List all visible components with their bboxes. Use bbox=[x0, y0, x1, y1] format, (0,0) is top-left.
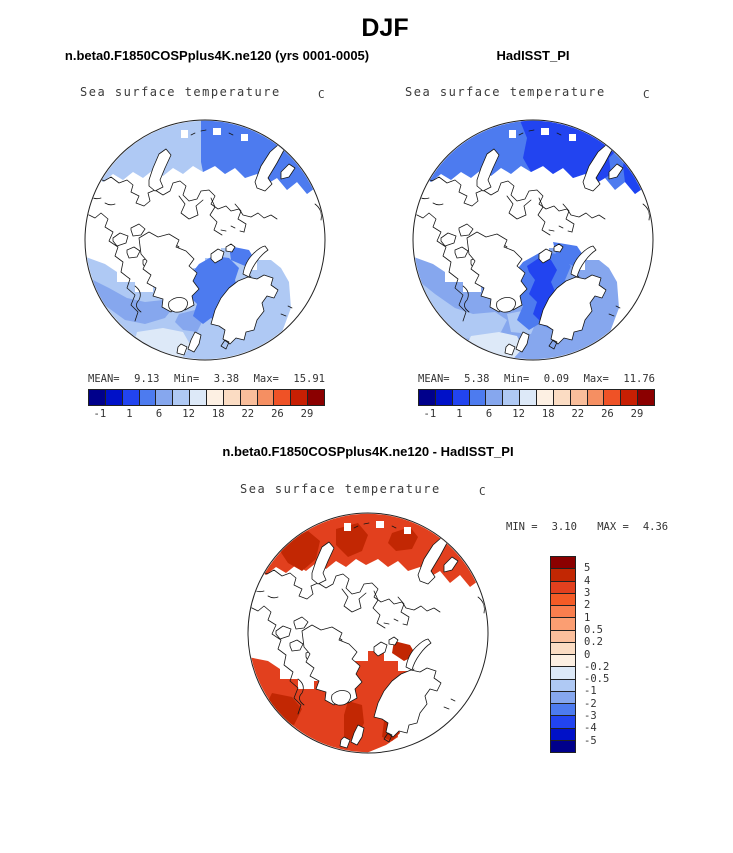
colorbar-tick-label: 1 bbox=[126, 408, 133, 420]
colorbar-segment bbox=[551, 715, 575, 727]
model-colorbar bbox=[88, 389, 325, 406]
colorbar-tick-label: -5 bbox=[584, 734, 597, 747]
obs-units: C bbox=[643, 88, 650, 101]
model-field-title: Sea surface temperature bbox=[80, 85, 281, 99]
colorbar-segment bbox=[551, 605, 575, 617]
colorbar-segment bbox=[519, 390, 536, 405]
colorbar-segment bbox=[551, 581, 575, 593]
obs-field-title: Sea surface temperature bbox=[405, 85, 606, 99]
colorbar-segment bbox=[105, 390, 122, 405]
model-units: C bbox=[318, 88, 325, 101]
model-stats: MEAN= 9.13 Min= 3.38 Max= 15.91 bbox=[88, 373, 325, 385]
colorbar-tick-label: 1 bbox=[456, 408, 463, 420]
colorbar-tick-label: -2 bbox=[584, 697, 597, 710]
colorbar-segment bbox=[551, 654, 575, 666]
colorbar-segment bbox=[257, 390, 274, 405]
colorbar-segment bbox=[502, 390, 519, 405]
colorbar-tick-label: 26 bbox=[271, 408, 284, 420]
model-case-title: n.beta0.F1850COSPplus4K.ne120 (yrs 0001-0005) bbox=[64, 48, 370, 63]
colorbar-segment bbox=[155, 390, 172, 405]
colorbar-tick-label: 18 bbox=[211, 408, 225, 420]
colorbar-segment bbox=[435, 390, 452, 405]
colorbar-tick-label: -0.2 bbox=[584, 660, 610, 673]
colorbar-segment bbox=[551, 703, 575, 715]
colorbar-segment bbox=[223, 390, 240, 405]
obs-colorbar-labels bbox=[418, 408, 655, 422]
colorbar-segment bbox=[307, 390, 324, 405]
colorbar-segment bbox=[551, 593, 575, 605]
colorbar-tick-label: 4 bbox=[584, 574, 591, 587]
colorbar-segment bbox=[89, 390, 105, 405]
diff-colorbar bbox=[550, 556, 576, 753]
colorbar-tick-label: -0.5 bbox=[584, 673, 610, 686]
diff-map bbox=[246, 511, 490, 755]
obs-map bbox=[411, 118, 655, 362]
colorbar-segment bbox=[551, 679, 575, 691]
colorbar-segment bbox=[551, 642, 575, 654]
colorbar-tick-label: 6 bbox=[485, 408, 493, 420]
model-map bbox=[83, 118, 327, 362]
colorbar-segment bbox=[620, 390, 637, 405]
colorbar-tick-label: 22 bbox=[571, 408, 585, 420]
obs-stats: MEAN= 5.38 Min= 0.09 Max= 11.76 bbox=[418, 373, 655, 385]
colorbar-segment bbox=[551, 630, 575, 642]
colorbar-tick-label: 0 bbox=[584, 648, 591, 661]
colorbar-segment bbox=[551, 666, 575, 678]
colorbar-tick-label: 12 bbox=[182, 408, 195, 420]
colorbar-tick-label: -3 bbox=[584, 710, 597, 723]
colorbar-segment bbox=[551, 617, 575, 629]
colorbar-segment bbox=[551, 557, 575, 568]
obs-case-title: HadISST_PI bbox=[496, 48, 570, 63]
colorbar-segment bbox=[603, 390, 620, 405]
colorbar-segment bbox=[273, 390, 290, 405]
colorbar-segment bbox=[452, 390, 469, 405]
colorbar-segment bbox=[419, 390, 435, 405]
colorbar-tick-label: 0.5 bbox=[584, 623, 603, 636]
colorbar-tick-label: 26 bbox=[601, 408, 614, 420]
diff-colorbar-labels bbox=[584, 556, 624, 753]
model-colorbar-labels bbox=[88, 408, 325, 422]
colorbar-tick-label: 29 bbox=[630, 408, 644, 420]
colorbar-tick-label: -1 bbox=[423, 408, 437, 420]
colorbar-segment bbox=[206, 390, 223, 405]
colorbar-tick-label: 18 bbox=[541, 408, 555, 420]
colorbar-segment bbox=[485, 390, 502, 405]
colorbar-segment bbox=[570, 390, 587, 405]
colorbar-tick-label: 6 bbox=[155, 408, 163, 420]
colorbar-tick-label: 1 bbox=[584, 611, 591, 624]
colorbar-segment bbox=[536, 390, 553, 405]
colorbar-segment bbox=[551, 691, 575, 703]
colorbar-segment bbox=[122, 390, 139, 405]
diff-stats: MIN = 3.10 MAX = 4.36 bbox=[506, 521, 669, 533]
colorbar-segment bbox=[139, 390, 156, 405]
colorbar-tick-label: -4 bbox=[584, 722, 597, 735]
colorbar-segment bbox=[553, 390, 570, 405]
colorbar-tick-label: 12 bbox=[512, 408, 525, 420]
season-title: DJF bbox=[361, 14, 409, 42]
colorbar-segment bbox=[551, 568, 575, 580]
colorbar-tick-label: 5 bbox=[584, 562, 591, 575]
colorbar-tick-label: 29 bbox=[300, 408, 314, 420]
colorbar-segment bbox=[587, 390, 604, 405]
colorbar-tick-label: 3 bbox=[584, 586, 591, 599]
colorbar-segment bbox=[469, 390, 486, 405]
colorbar-tick-label: 0.2 bbox=[584, 636, 603, 649]
diff-units: C bbox=[479, 485, 486, 498]
colorbar-segment bbox=[551, 728, 575, 740]
colorbar-segment bbox=[290, 390, 307, 405]
diff-case-title: n.beta0.F1850COSPplus4K.ne120 - HadISST_PI bbox=[222, 444, 514, 459]
colorbar-tick-label: -1 bbox=[584, 685, 597, 698]
colorbar-segment bbox=[551, 740, 575, 752]
colorbar-segment bbox=[637, 390, 654, 405]
colorbar-segment bbox=[172, 390, 189, 405]
colorbar-segment bbox=[189, 390, 206, 405]
colorbar-segment bbox=[240, 390, 257, 405]
colorbar-tick-label: 2 bbox=[584, 599, 591, 612]
colorbar-tick-label: -1 bbox=[93, 408, 107, 420]
diff-field-title: Sea surface temperature bbox=[240, 482, 441, 496]
obs-colorbar bbox=[418, 389, 655, 406]
colorbar-tick-label: 22 bbox=[241, 408, 255, 420]
